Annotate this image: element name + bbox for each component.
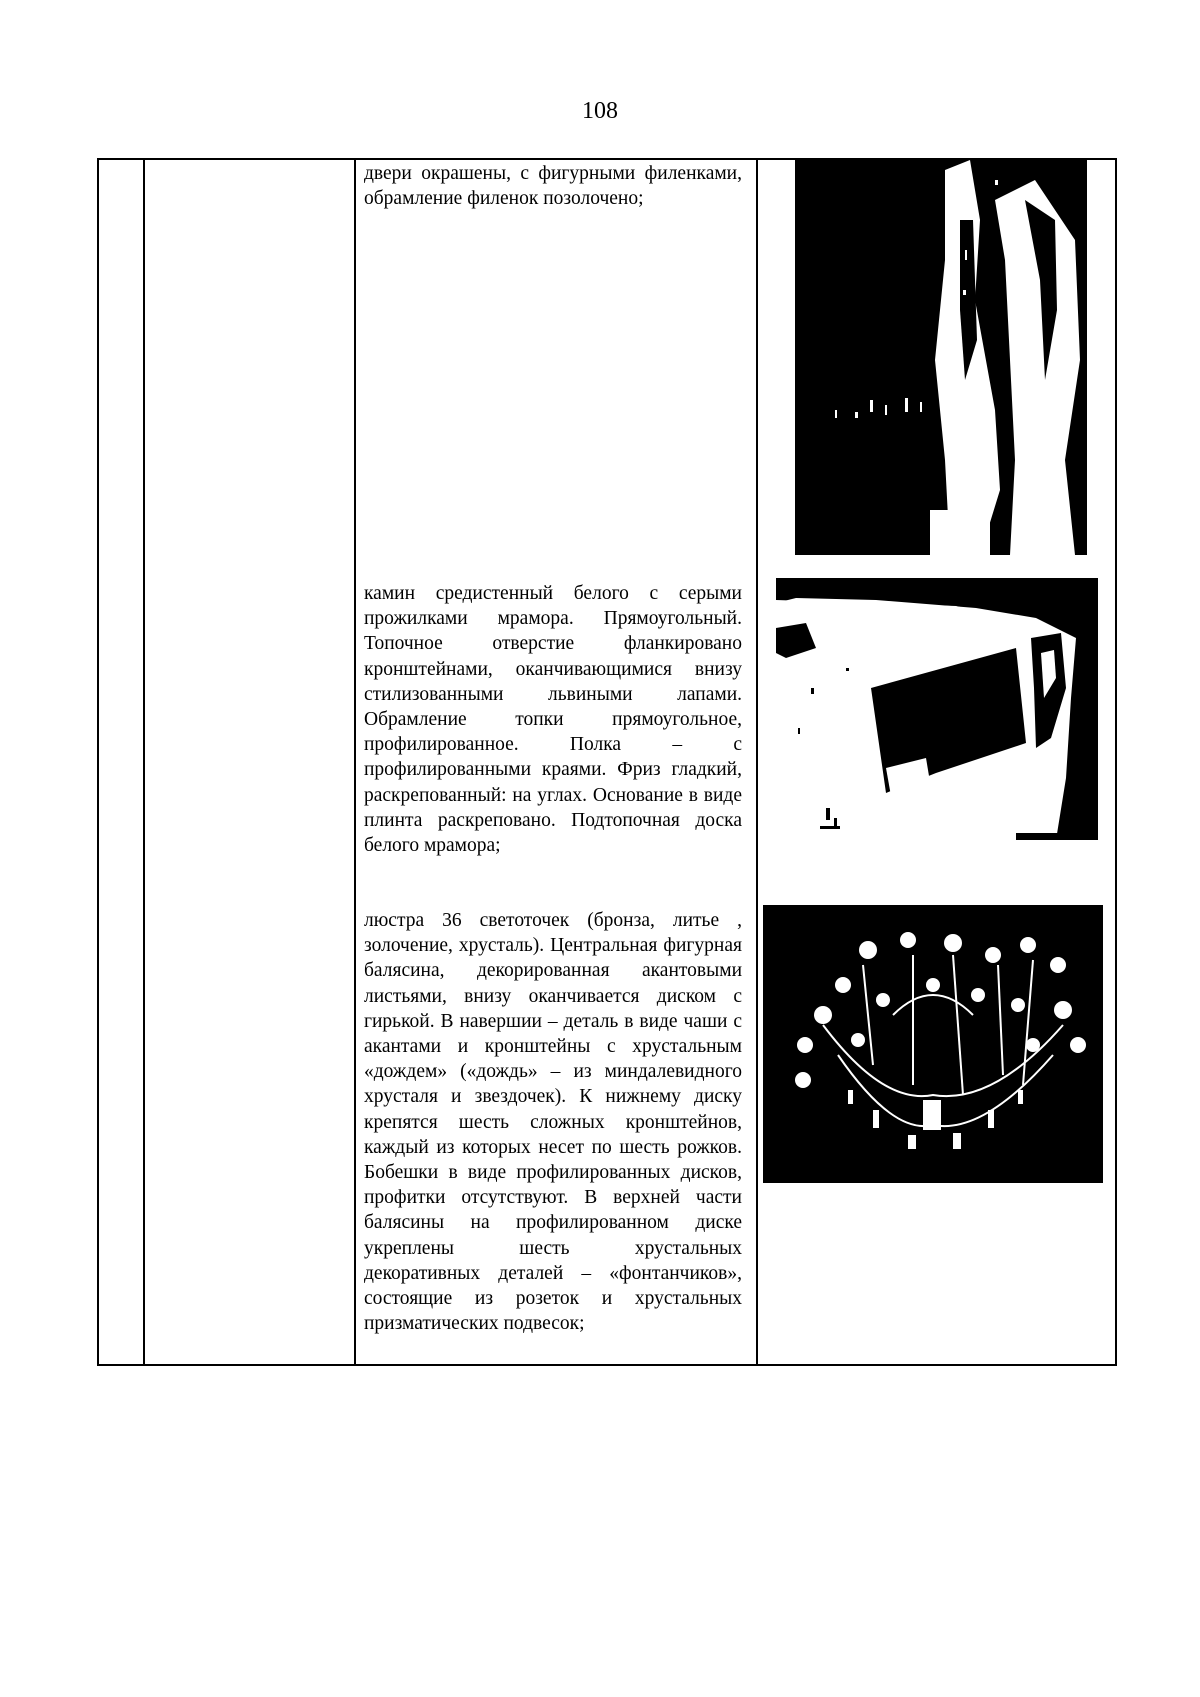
column-divider-2 [354, 158, 356, 1366]
description-doors: двери окрашены, с фигурными филенками, обрамление филенок позолочено; [364, 163, 742, 210]
fireplace-photo [776, 578, 1098, 840]
column-divider-3 [756, 158, 758, 1366]
page-number: 108 [582, 98, 618, 124]
door-photo [795, 160, 1087, 555]
description-fireplace: камин средистенный белого с серыми прожилками мрамора. Прямоугольный. Топочное отверстие фланкировано кронштейнами, оканчивающимися внизу стилизованными львиными лапами. Обрамление топки прямоугольное, профилированное. Полка – с профилированными краями. Фриз гладкий, раскрепованный: на углах. Основание в виде плинта раскреповано. Подтопочная доска белого мрамора; [364, 583, 742, 857]
chandelier-photo [763, 905, 1103, 1183]
description-chandelier: люстра 36 светоточек (бронза, литье , золочение, хрусталь). Центральная фигурная балясина, декорированная акантовыми листьями, внизу оканчивается диском с гирькой. В навершии – деталь в виде чаши с акантами и кронштейны с хрустальным «дождем» («дождь» – из миндалевидного хрусталя и звездочек). К нижнему диску крепятся шесть сложных кронштейнов, каждый из которых несет по шесть рожков. Бобешки в виде профилированных дисков, профитки отсутствуют. В верхней части балясины на профилированном диске укреплены шесть хрустальных декоративных деталей – «фонтанчиков», состоящие из розеток и хрустальных призматических подвесок; [364, 910, 742, 1335]
column-divider-1 [143, 158, 145, 1366]
